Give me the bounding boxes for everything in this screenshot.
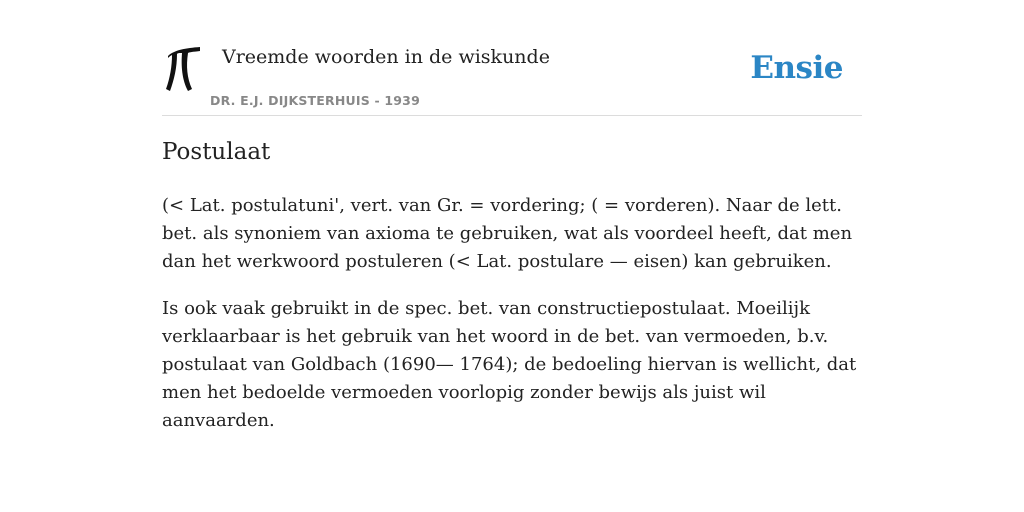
book-title[interactable]: Vreemde woorden in de wiskunde (222, 46, 550, 68)
entry-title: Postulaat (162, 139, 271, 165)
entry-paragraph: Is ook vaak gebruikt in de spec. bet. van constructiepostulaat. Moeilijk verklaarbaar is het gebruik van het woord in de bet. van vermoeden, b.v. postulaat van Goldbach (1690— 1764); de bedoeling hiervan is wellicht, dat men het bedoelde vermoeden voorlopig zonder bewijs als juist wil aanvaarden. (162, 298, 857, 431)
pi-logo-icon[interactable] (166, 44, 202, 96)
ensie-brand-link[interactable]: Ensie (750, 50, 843, 86)
header (162, 40, 862, 116)
book-author-year: DR. E.J. DIJKSTERHUIS - 1939 (210, 93, 420, 108)
entry-body (162, 192, 862, 454)
entry-paragraph: (< Lat. postulatuni', vert. van Gr. = vordering; ( = vorderen). Naar de lett. bet. als synoniem van axioma te gebruiken, wat als voordeel heeft, dat men dan het werkwoord postuleren (< Lat. postulare — eisen) kan gebruiken. (162, 195, 853, 272)
